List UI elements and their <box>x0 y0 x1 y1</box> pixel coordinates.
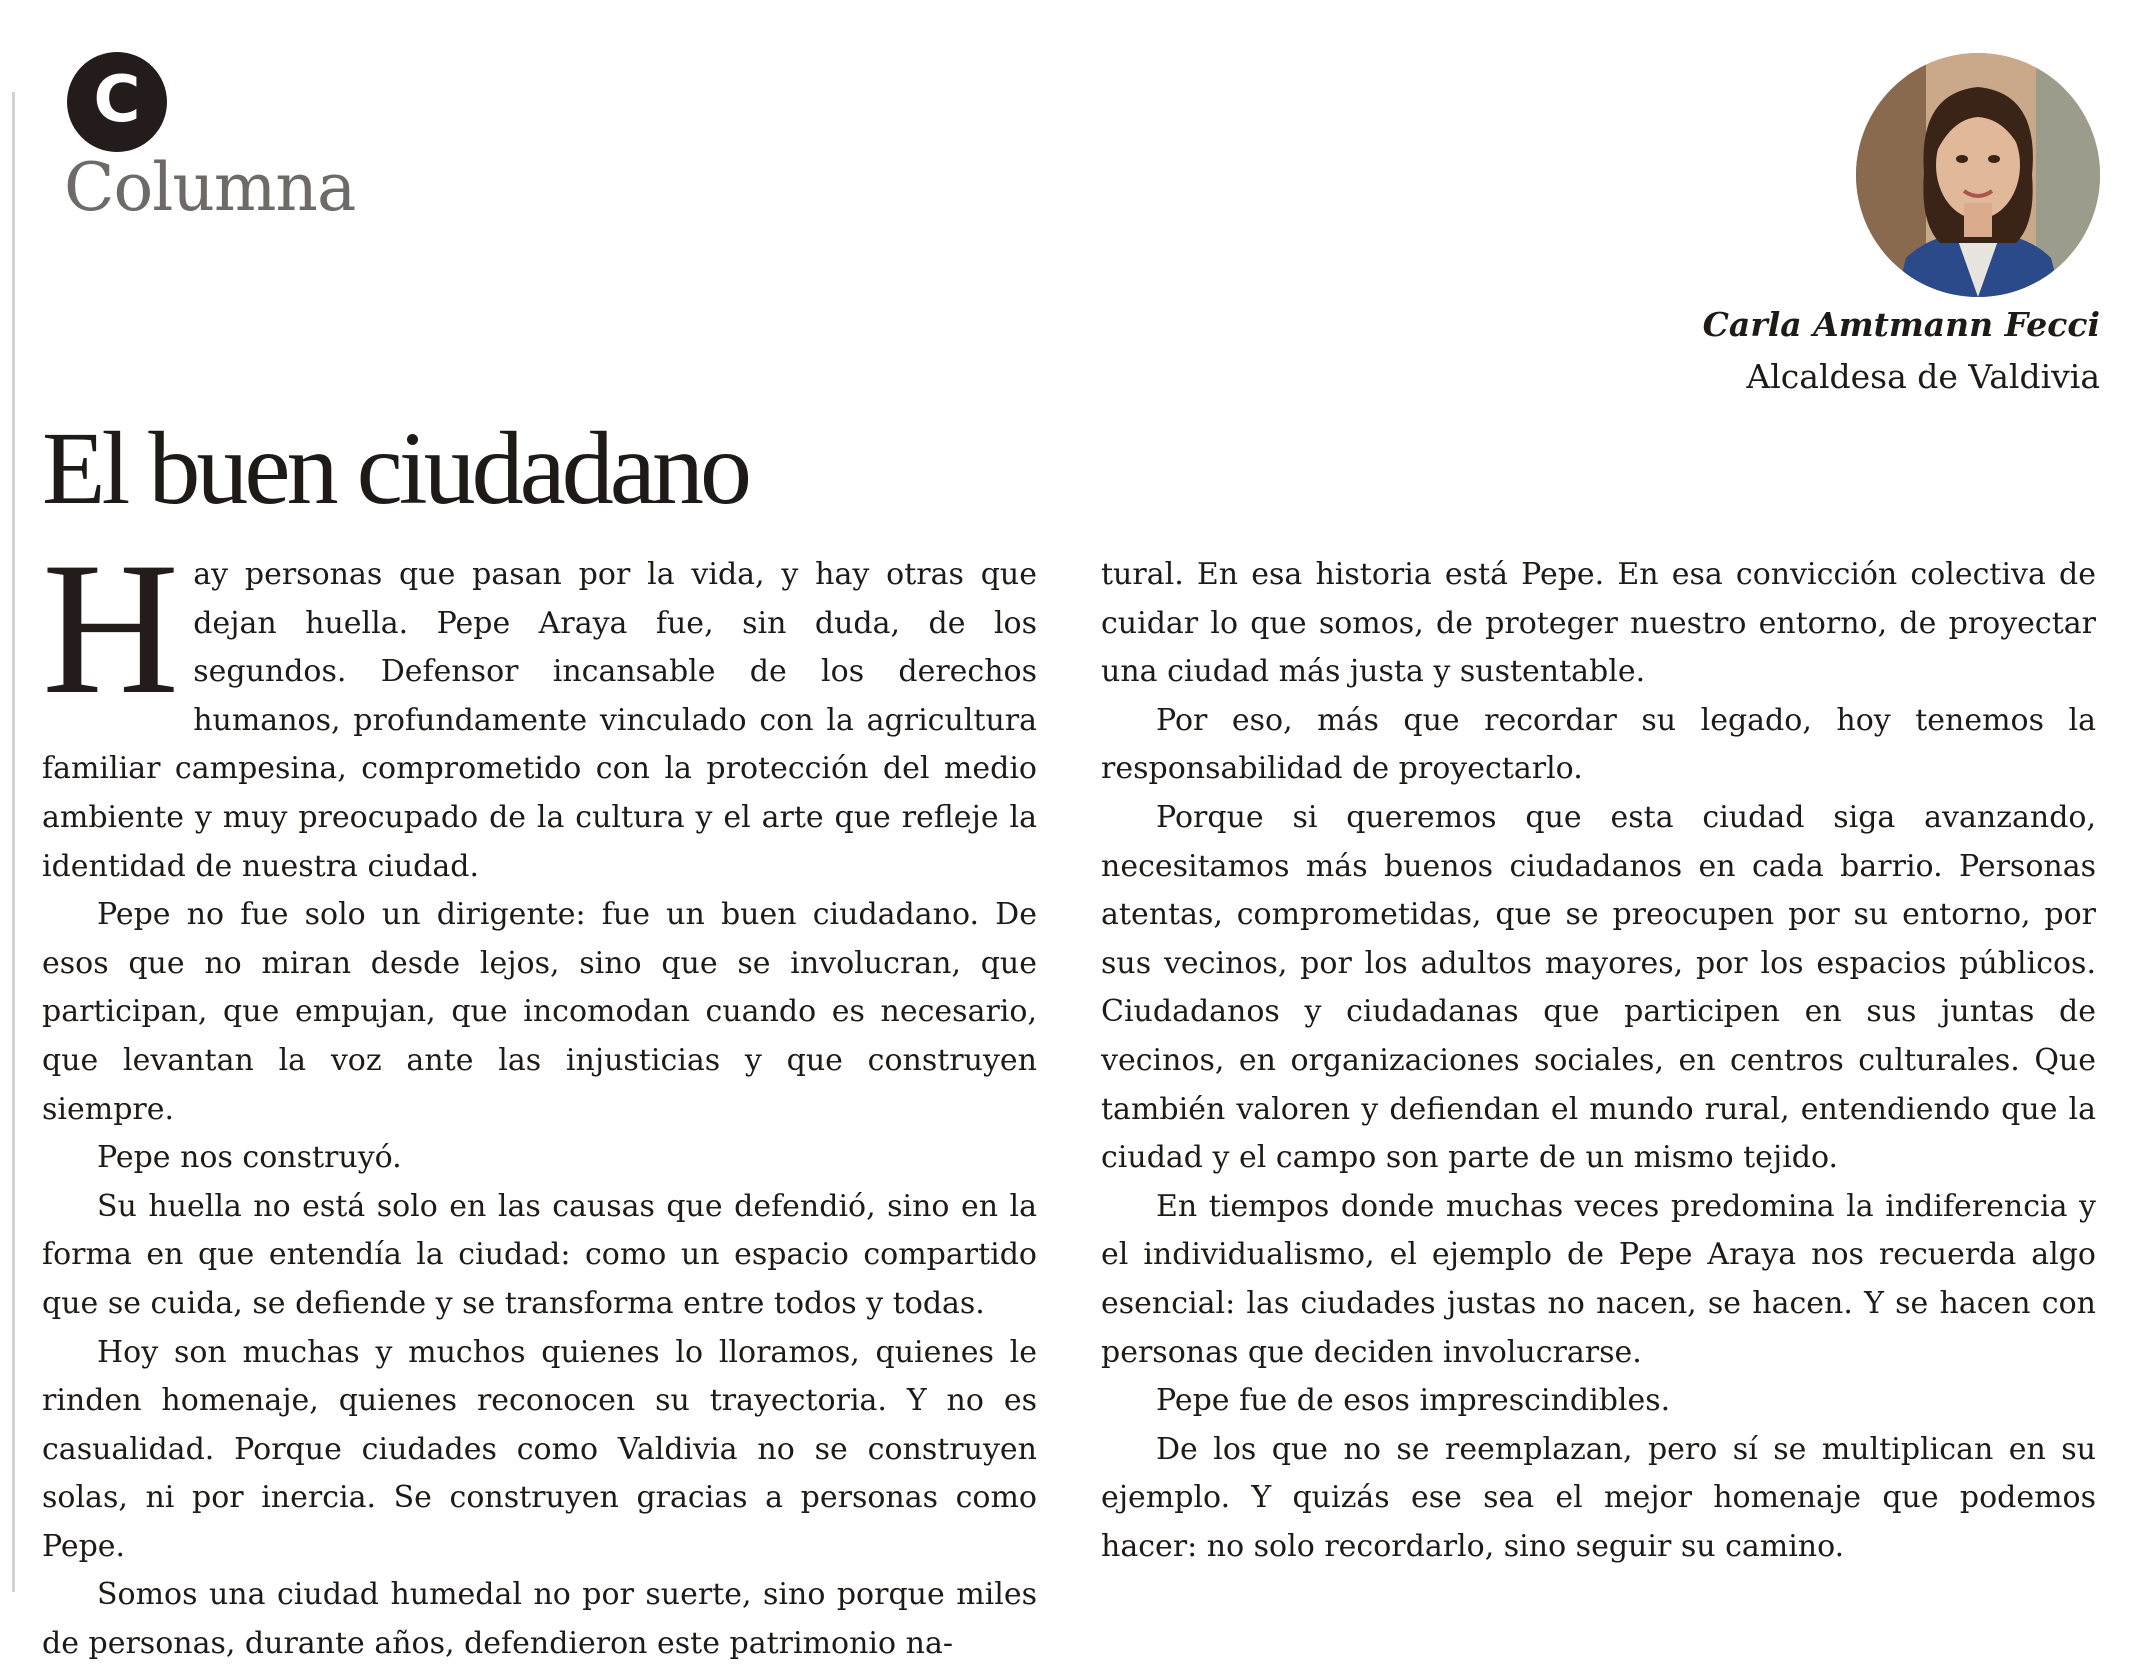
headline: El buen ciudadano <box>42 411 748 526</box>
article-paragraph <box>42 524 1037 891</box>
article-paragraph: En tiempos donde muchas veces predomina la indiferencia y el individualismo, el ejemplo de Pepe Araya nos recuerda algo esencial: las ciudades justas no nacen, se hacen. Y se hacen con personas que deciden involucrarse. <box>1101 1188 2096 1370</box>
dropcap: H <box>42 524 180 734</box>
column-rule <box>12 92 15 1592</box>
article-paragraph: Hoy son muchas y muchos quienes lo lloramos, quienes le rinden homenaje, quienes reconocen su trayectoria. Y no es casualidad. Porque ciudades como Valdivia no se construyen solas, ni por inercia. Se construyen gracias a personas como Pepe. <box>42 1334 1037 1564</box>
article-paragraph: Porque si queremos que esta ciudad siga avanzando, necesitamos más buenos ciudadanos en cada barrio. Personas atentas, comprometidas, que se preocupen por su entorno, por sus vecinos, por los adultos mayores, por los espacios públicos. Ciudadanos y ciudadanas que participen en sus juntas de vecinos, en organizaciones sociales, en centros culturales. Que también valoren y defiendan el mundo rural, entendiendo que la ciudad y el campo son parte de un mismo tejido. <box>1101 799 2096 1176</box>
article-paragraph: Por eso, más que recordar su legado, hoy tenemos la responsabilidad de proyectarlo. <box>1101 702 2096 787</box>
article-paragraph: Pepe no fue solo un dirigente: fue un buen ciudadano. De esos que no miran desde lejos, sino que se involucran, que participan, que empujan, que incomodan cuando es necesario, que levantan la voz ante las injusticias y que construyen siempre. <box>42 897 1037 1127</box>
author-name: Carla Amtmann Fecci <box>1702 305 2100 344</box>
article-paragraph: Pepe fue de esos imprescindibles. <box>1156 1383 1671 1419</box>
article-paragraph: tural. En esa historia está Pepe. En esa convicción colectiva de cuidar lo que somos, de proteger nuestro entorno, de proyectar una ciudad más justa y sustentable. <box>1101 557 2096 690</box>
article-paragraph: Su huella no está solo en las causas que defendió, sino en la forma en que entendía la ciudad: como un espacio compartido que se cuida, se defiende y se transforma entre todos y todas. <box>42 1188 1037 1321</box>
article-paragraph: De los que no se reemplazan, pero sí se multiplican en su ejemplo. Y quizás ese sea el mejor homenaje que podemos hacer: no solo recordarlo, sino seguir su camino. <box>1101 1431 2096 1564</box>
author-role: Alcaldesa de Valdivia <box>1746 357 2100 396</box>
article-paragraph: Pepe nos construyó. <box>97 1140 402 1176</box>
paragraph-text: ay personas que pasan por la vida, y hay otras que dejan huella. Pepe Araya fue, sin duda, de los segundos. Defensor incansable de los derechos humanos, profundamente vinculado con la agricultura familiar campesina, comprometido con la protección del medio ambiente y muy preocupado de la cultura y el arte que refleje la identidad de nuestra ciudad. <box>42 557 1037 884</box>
section-name: Columna <box>64 149 356 226</box>
article-paragraph: Somos una ciudad humedal no por suerte, sino porque miles de personas, durante años, defendieron este patrimonio na- <box>42 1577 1037 1662</box>
article-column-left <box>42 524 1037 1669</box>
section-badge <box>67 52 167 152</box>
author-portrait-icon <box>1856 53 2100 297</box>
author-photo <box>1856 53 2100 297</box>
section-letter: C <box>93 63 141 137</box>
article-column-right <box>1101 551 2096 1571</box>
